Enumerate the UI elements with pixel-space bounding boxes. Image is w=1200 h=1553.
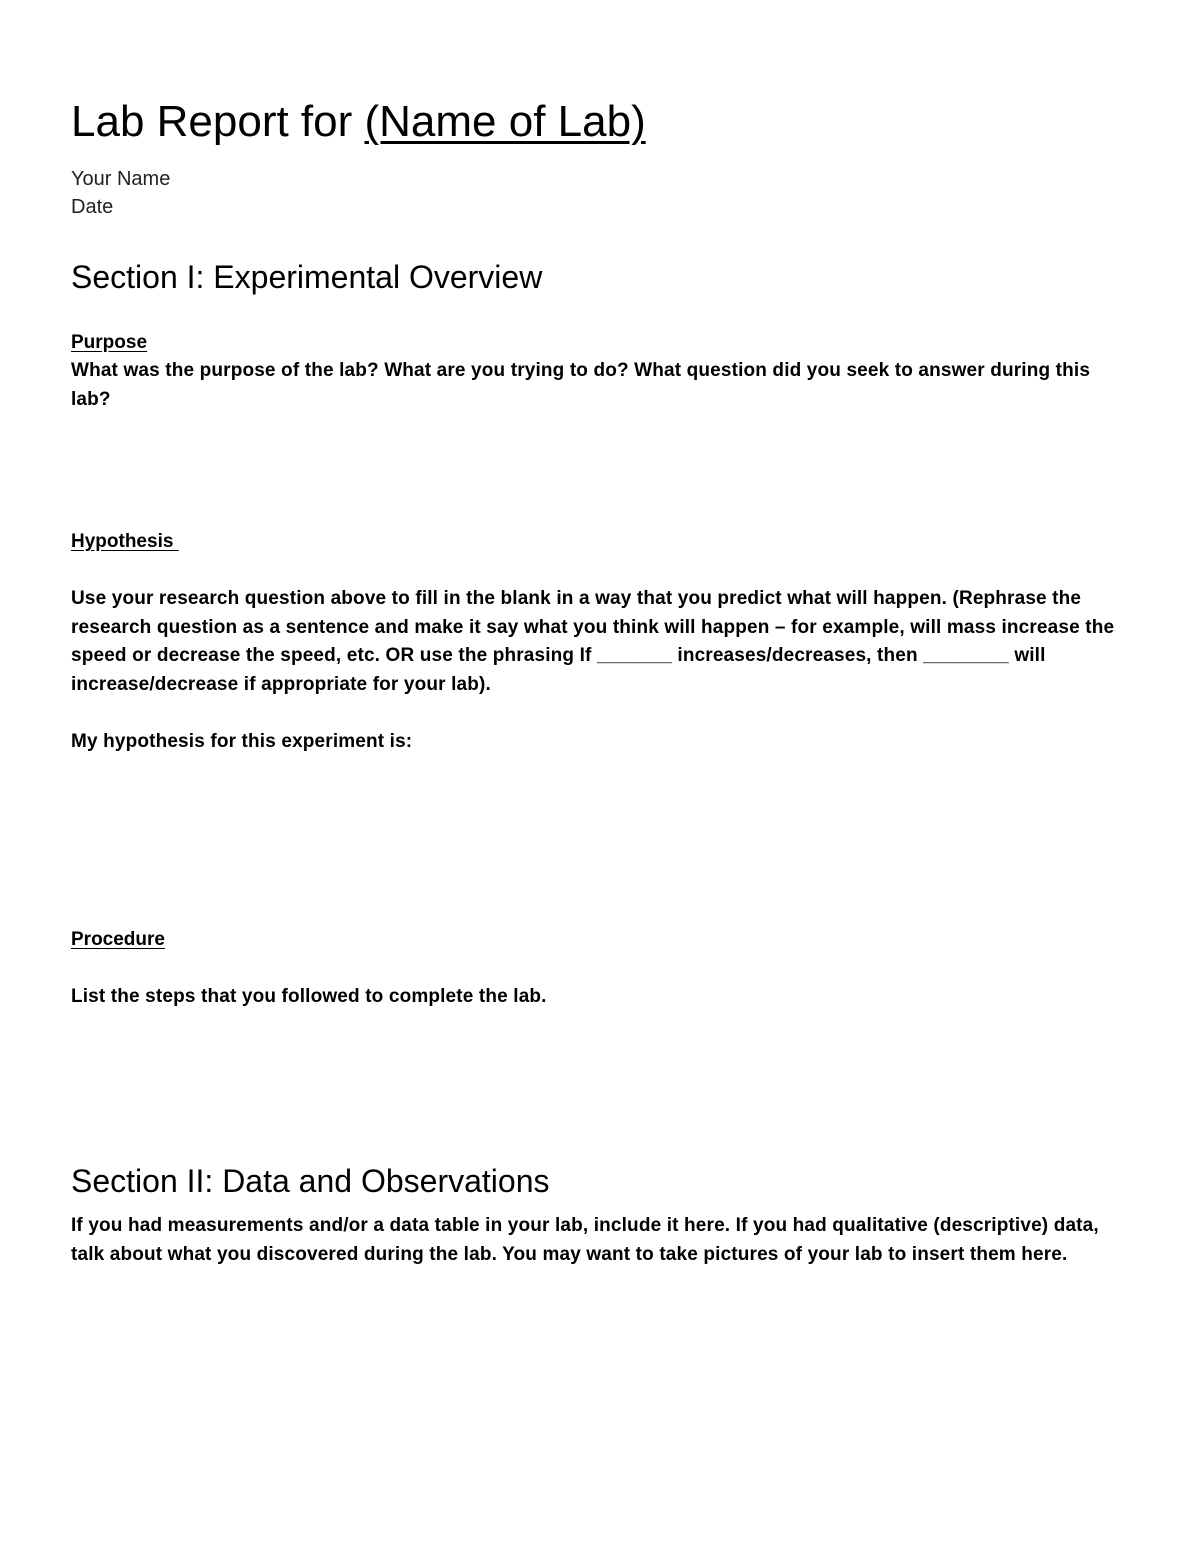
section-2-heading: Section II: Data and Observations [71, 1163, 550, 1199]
report-date: Date [71, 196, 114, 218]
data-observations-text: If you had measurements and/or a data table in your lab, include it here. If you had qualitative (descriptive) data, talk about what you discovered during the lab. You may want to take pictures of your lab to insert them here. [71, 1215, 1099, 1265]
procedure-text: List the steps that you followed to complete the lab. [71, 986, 547, 1007]
page-title [71, 94, 1131, 150]
author-name: Your Name [71, 168, 171, 190]
title-prefix: Lab Report for [71, 97, 365, 146]
section-1-heading: Section I: Experimental Overview [71, 259, 543, 295]
purpose-heading: Purpose [71, 332, 148, 353]
procedure-heading: Procedure [71, 929, 165, 950]
purpose-text: What was the purpose of the lab? What are you trying to do? What question did you seek to answer during this lab? [71, 360, 1091, 410]
title-lab-name-placeholder: (Name of Lab) [364, 97, 646, 146]
hypothesis-heading: Hypothesis [71, 531, 179, 552]
hypothesis-prompt: My hypothesis for this experiment is: [71, 731, 413, 752]
hypothesis-instructions: Use your research question above to fill in the blank in a way that you predict what will happen. (Rephrase the research question as a sentence and make it say what you think will happen – for example, will mass increase the speed or decrease the speed, etc. OR use the phrasing If _______ increases/decreases, then ________ will increase/decrease if appropriate for your lab). [71, 588, 1115, 695]
